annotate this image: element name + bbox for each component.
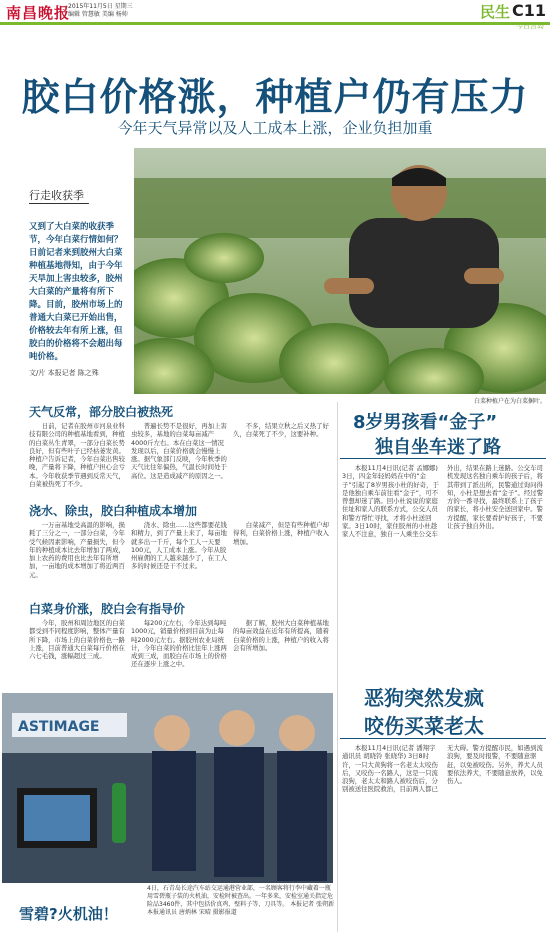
page-subhead: 今年天气异常以及人工成本上涨，企业负担加重 <box>117 119 433 137</box>
subsection-name: 今日言岛 <box>516 22 544 30</box>
column-tag-rule <box>29 203 89 204</box>
dog-story-headline-1: 恶狗突然发疯 <box>364 686 484 710</box>
section-3-col-2: 每200元左右，今年达到每吨1000元，销量价格到目前为止每吨2000元左右。据胶州农业局统计，今年白菜的价格比往年上涨两成到三成，而胶白在市场上的价格还在逐步上涨之中。 <box>131 619 227 669</box>
column-tag: 行走收获季 <box>29 189 84 202</box>
photo-caption: 白菜种植户在为白菜捆叶。 <box>473 398 546 405</box>
farmer-photo-illustration <box>134 148 546 394</box>
security-check-photo <box>2 693 333 883</box>
section-3-col-3: 据了解，胶州大白菜种植基地的每亩效益在近年有所提高，随着白菜价格的上涨，种植户的收入将会有所增加。 <box>233 619 329 652</box>
boy-story-rule <box>340 458 546 459</box>
newspaper-logo: 南昌晚报 <box>6 4 71 22</box>
dog-story-headline-2: 咬伤买菜老太 <box>364 714 484 738</box>
column-divider <box>337 402 338 932</box>
section-2-col-3: 白菜减产，但是有些种植户却得利，白菜价格上涨，种植户收入增加。 <box>233 521 329 546</box>
section-3-col-1: 今年，胶州和周边地区的白菜都受到不同程度影响，整体产量有所下降，市场上的白菜价格也一路上涨，目前普通大白菜每斤价格在六七毛钱，涨幅超过三成。 <box>29 619 125 661</box>
story-byline: 文/片 本报记者 陈之殊 <box>29 369 99 377</box>
section-2-col-1: 一万亩基地受高温的影响，损耗了三分之一，一部分白菜，今年受气候因素影响，产量损失，但今年的种植成本比去年增加了两成，加上农药的费用也比去年有所增加，一亩地的成本增加了将近两百元。 <box>29 521 125 579</box>
section-2-col-2: 浇水、除虫……这些都要花钱和精力，到了产量上来了，每亩地就多出一千斤，每个工人一天要100元，人工成本上涨。今年从胶州雇佣的工人越来越少了，在工人多的时候还是干不过来。 <box>131 521 227 571</box>
section-title-1: 天气反常，部分胶白被热死 <box>29 405 174 419</box>
section-title-2: 浇水、除虫，胶白种植成本增加 <box>29 504 198 518</box>
security-photo-title: 雪碧?火机油！ <box>19 905 118 923</box>
boy-story-body: 本报11月4日讯(记者 孟娜娜) 3日，四金年轻妈妈在中的“金子”引起了8岁男孩小杜的好奇，于是他独自乘车前往看“金子”，可不曾想却迷了路。回小杜说说的家庭住址和家人的联系方式，公交人员和警方帮忙寻找，才将小杜送回家。3日10时，家住胶州的小杜趁家人不注意，独自一人乘坐公交车外出，结果在路上迷路。公交车司机发现这名独自乘车的孩子后，将其带到了派出所，民警通过询问得知，小杜是想去看“金子”。经过警方的一番寻找，最终联系上了孩子的家长，将小杜安全送回家中。警方提醒，家长要看护好孩子，不要让孩子独自外出。 <box>342 464 544 539</box>
dog-story-body: 本报11月4日讯(记者 潘翔宇 通讯员 胡晓铃 张晓华) 3日8时许，一只大黄狗将一名老太太咬伤后，又咬伤一名路人，这是一只流浪狗，老太太和路人被咬伤后，分别被送往医院救治，目前两人都已无大碍。警方提醒市民，如遇到流浪狗，要及时报警，不要随意驱赶，以免被咬伤。另外，养犬人员要依法养犬，不要随意放养，以免伤人。 <box>342 744 543 794</box>
masthead <box>0 0 550 22</box>
farmer-photo <box>134 148 546 394</box>
security-check-illustration <box>2 693 333 883</box>
section-1-col-1: 日前，记者在胶州市河泉业科技有限公司的种植基地看到，种植的白菜丛生青翠，一部分白菜长势良好，但有些叶子已经枯萎发黄。种植户告诉记者，今年白菜出售较晚，产量将下降，种植户担心会亏本。今年收获季节遇到反常天气，白菜被热死了不少。 <box>29 422 125 489</box>
section-1-col-2: 普遍长势不是很好，再加上害虫较多，基地的白菜每亩减产4000斤左右。本在白菜这一情况发现以后，白菜价格就会慢慢上涨。据气象部门反映，今年秋季的天气比往年偏热，气温长时间处于高位。这是造成减产的原因之一。 <box>131 422 227 480</box>
dog-story-rule <box>340 738 546 739</box>
section-title-3: 白菜身价涨，胶白会有指导价 <box>29 602 186 616</box>
svg-text:ASTIMAGE: ASTIMAGE <box>18 719 100 735</box>
boy-story-headline-2: 独自坐车迷了路 <box>375 437 501 458</box>
issue-date: 2015年11月5日 星期三 编辑 管慧敏 美编 杨帅 <box>68 3 133 18</box>
section-1-col-3: 不多，结果立秋之后又热了好久，白菜死了不少，这要补种。 <box>233 422 329 439</box>
section-name: 民生 <box>479 3 510 21</box>
boy-story-headline-1: 8岁男孩看“金子” <box>353 412 498 433</box>
page-headline: 胶白价格涨，种植户仍有压力 <box>21 75 529 119</box>
page-number: C11 <box>511 1 546 20</box>
story-lead: 又到了大白菜的收获季节，今年白菜行情如何？日前记者来到胶州大白菜种植基地得知，由于今年天旱加上害虫较多，胶州大白菜的产量将有所下降。目前，胶州市场上的普通大白菜已开始出售，价格较去年有所上涨，但胶白的价格将不会超出每吨价格。 <box>29 222 123 362</box>
security-photo-caption: 4日，石青岛长途汽车站交运通港营业部，一名顾客将行李中藏着一瓶用雪碧瓶子装的火机油，安检时被查出。一年多来，安检室通关指定危险品3460件，其中包括价真鸡、壁料子等、刀具等。 本报记者 张朔新 本报通讯员 唐炳林 宋晴 摄影报道 <box>147 885 335 916</box>
masthead-rule <box>0 22 550 25</box>
